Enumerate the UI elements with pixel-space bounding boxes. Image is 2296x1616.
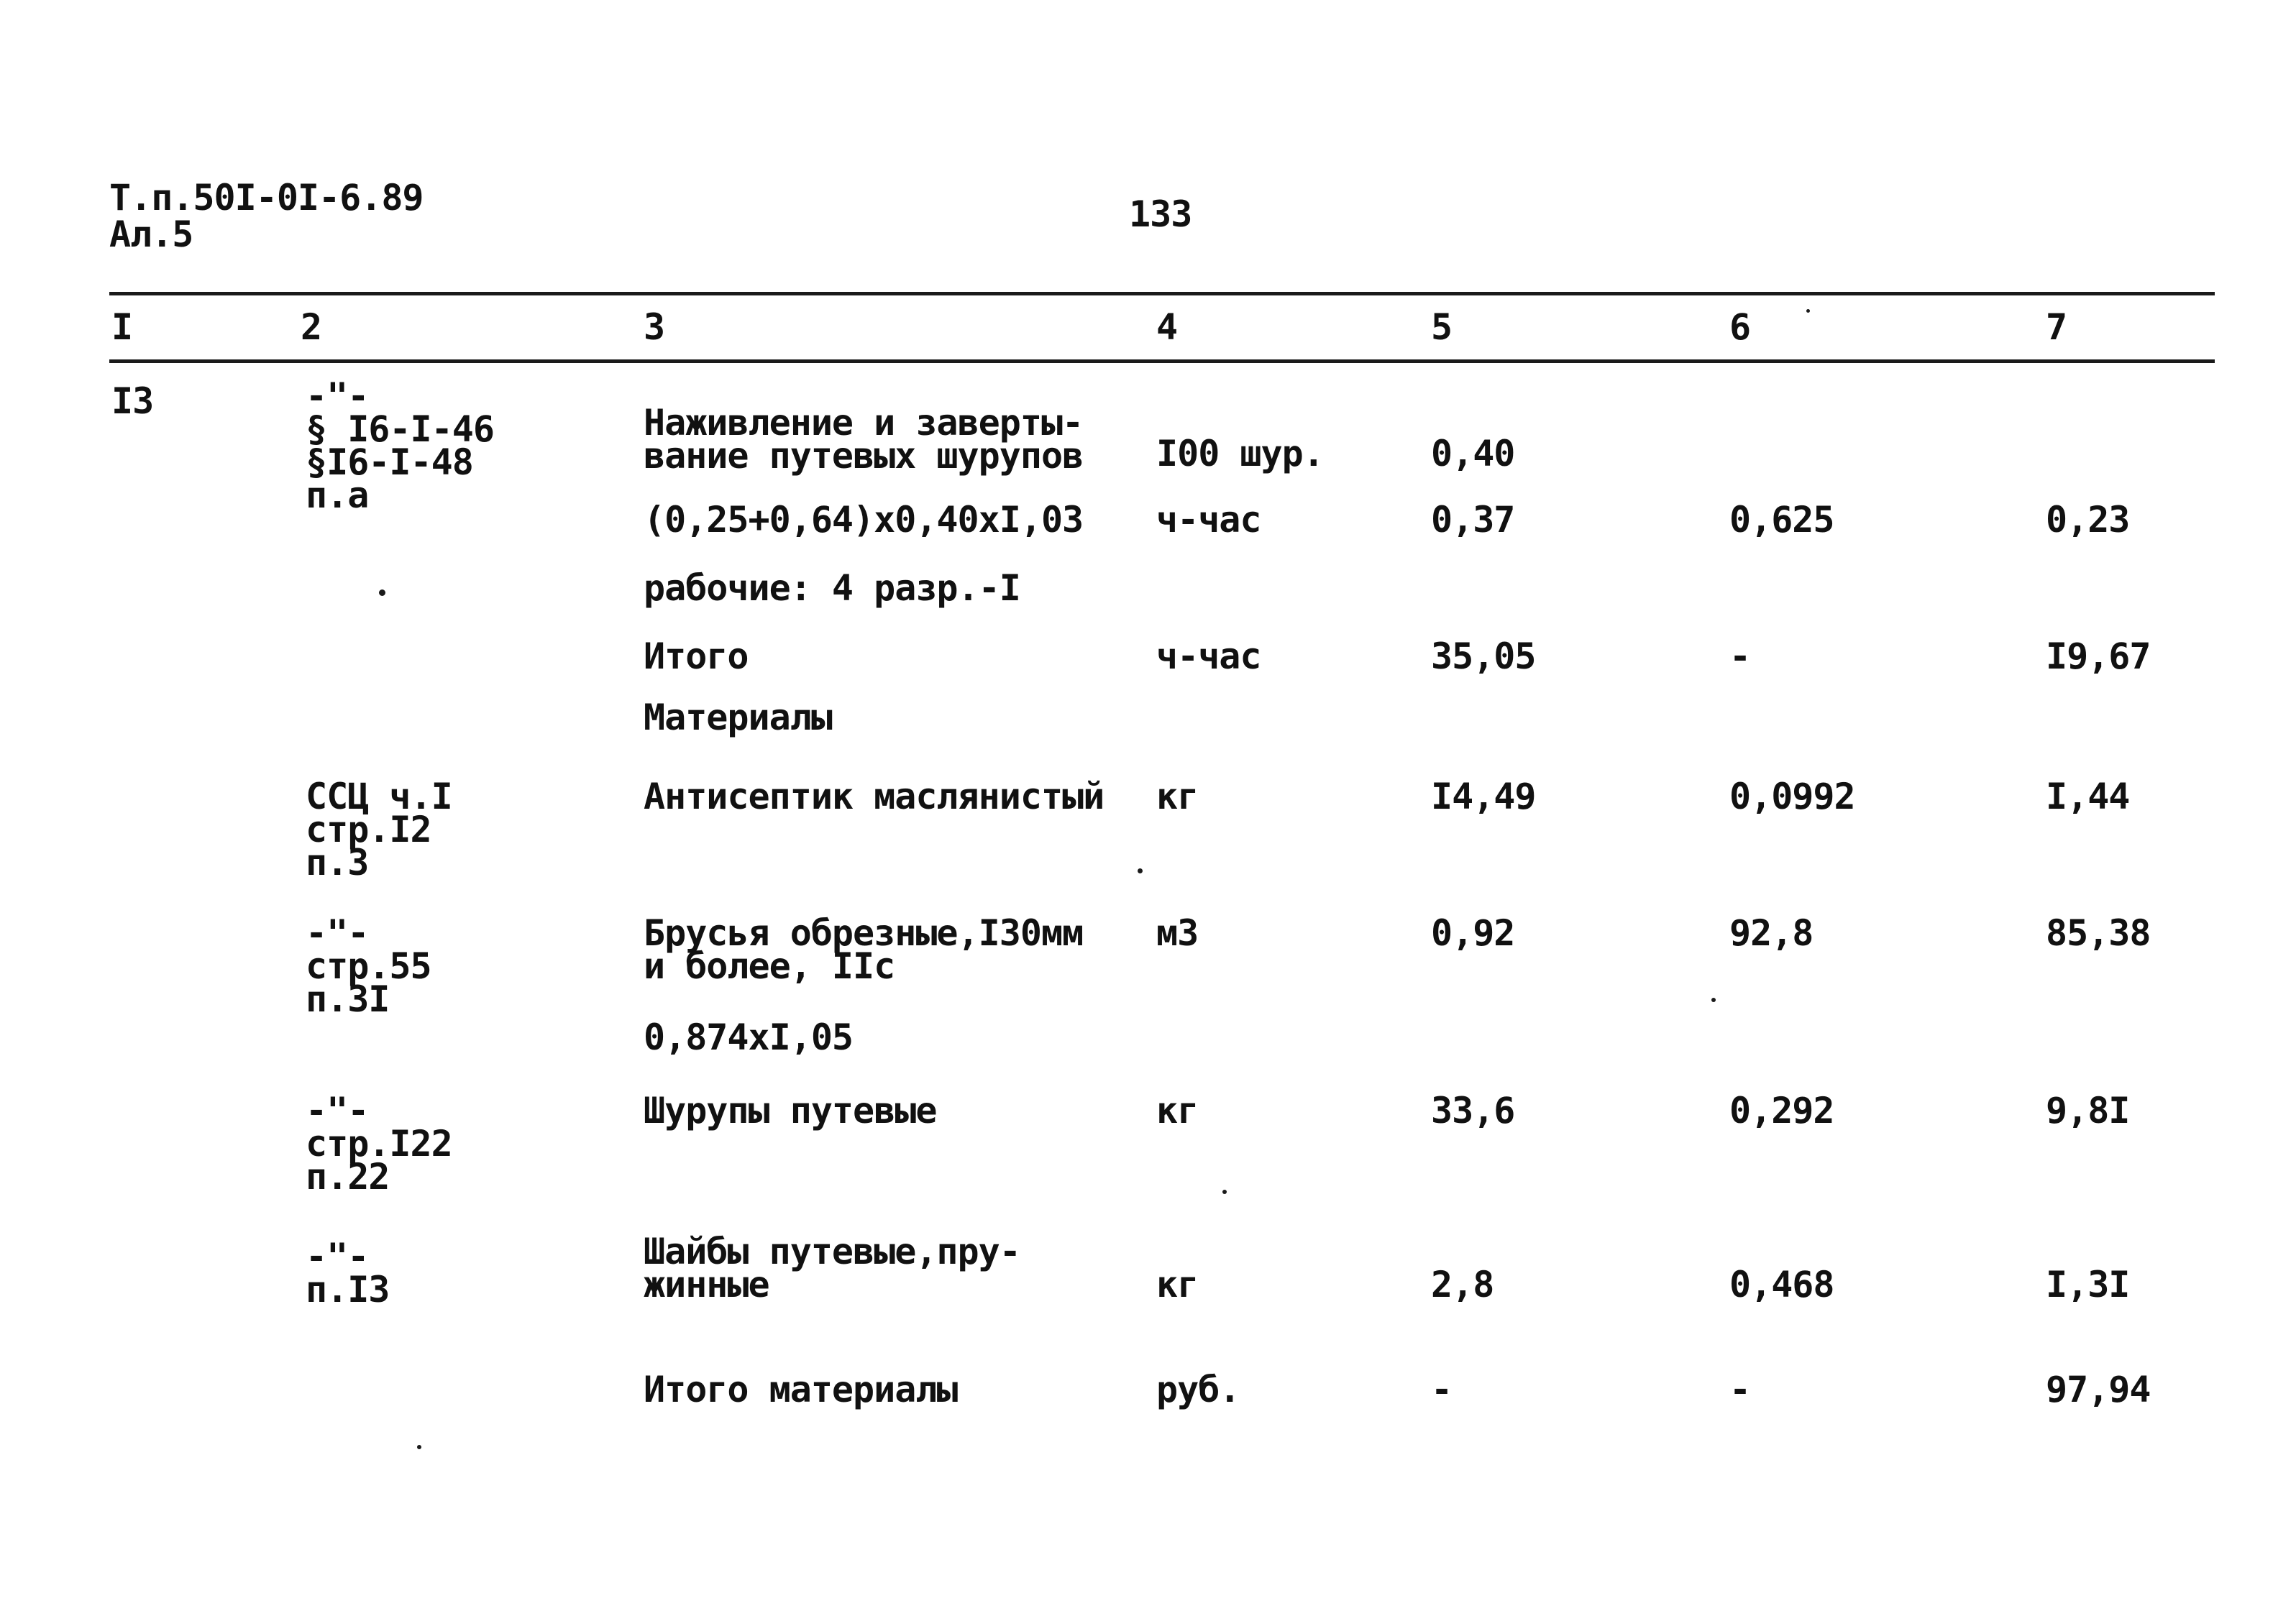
col-header-4: 4 [1156, 306, 1178, 348]
table-cell-unit: руб. [1156, 1369, 1240, 1410]
table-cell-price: - [1729, 635, 1751, 677]
table-cell-source: -"- п.I3 [306, 1236, 390, 1310]
table-cell-quantity: 2,8 [1431, 1264, 1494, 1305]
table-cell-price: 0,468 [1729, 1264, 1834, 1305]
scan-speck [1806, 309, 1810, 313]
scan-speck [379, 589, 385, 596]
table-cell-quantity: 0,40 [1431, 433, 1515, 474]
table-cell-price: 0,625 [1729, 499, 1834, 541]
col-header-3: 3 [644, 306, 665, 348]
table-cell-quantity: - [1431, 1369, 1453, 1410]
table-cell-description: Итого [644, 635, 749, 677]
table-cell-description: Антисептик маслянистый [644, 776, 1104, 817]
table-cell-unit: м3 [1156, 912, 1199, 954]
table-cell-total: I,3I [2046, 1264, 2130, 1305]
table-cell-total: 97,94 [2046, 1369, 2151, 1410]
table-cell-description: 0,874xI,05 [644, 1016, 854, 1058]
table-cell-description: рабочие: 4 разр.-I [644, 567, 1020, 609]
table-cell-description: (0,25+0,64)x0,40xI,03 [644, 499, 1084, 541]
col-header-7: 7 [2046, 306, 2067, 348]
table-cell-quantity: 33,6 [1431, 1090, 1515, 1131]
scan-speck [1222, 1190, 1227, 1194]
table-cell-quantity: 0,37 [1431, 499, 1515, 541]
table-cell-unit: кг [1156, 1264, 1199, 1305]
table-cell-total: 85,38 [2046, 912, 2151, 954]
table-cell-quantity: I4,49 [1431, 776, 1536, 817]
scan-speck [1138, 868, 1143, 873]
table-cell-total: I9,67 [2046, 635, 2151, 677]
scan-speck [417, 1445, 421, 1449]
table-cell-unit: кг [1156, 776, 1199, 817]
section-heading-materials: Материалы [644, 697, 832, 738]
table-cell-price: 0,292 [1729, 1090, 1834, 1131]
table-cell-description: Шурупы путевые [644, 1090, 937, 1131]
table-cell-quantity: 0,92 [1431, 912, 1515, 954]
header-rule-top [109, 292, 2215, 295]
item-number: I3 [111, 380, 154, 422]
col-header-6: 6 [1729, 306, 1751, 348]
table-cell-source: ССЦ ч.I стр.I2 п.3 [306, 776, 452, 883]
table-cell-description: Итого материалы [644, 1369, 958, 1410]
table-cell-unit: ч-час [1156, 635, 1261, 677]
table-cell-total: I,44 [2046, 776, 2130, 817]
col-header-5: 5 [1431, 306, 1453, 348]
page-number: 133 [1129, 193, 1192, 235]
table-cell-price: 92,8 [1729, 912, 1814, 954]
col-header-1: I [111, 306, 133, 348]
table-cell-total: 9,8I [2046, 1090, 2130, 1131]
table-cell-price: - [1729, 1369, 1751, 1410]
col-header-2: 2 [301, 306, 322, 348]
table-cell-description: Наживление и заверты- вание путевых шурупов [644, 402, 1084, 477]
table-cell-unit: I00 шур. [1156, 433, 1324, 474]
album-label: Ал.5 [109, 214, 193, 255]
table-cell-price: 0,0992 [1729, 776, 1855, 817]
scan-speck [1711, 998, 1716, 1002]
table-cell-unit: кг [1156, 1090, 1199, 1131]
table-cell-source: -"- стр.55 п.3I [306, 912, 431, 1020]
table-cell-source: -"- стр.I22 п.22 [306, 1090, 452, 1198]
table-cell-quantity: 35,05 [1431, 635, 1536, 677]
doc-code: Т.п.50I-0I-6.89 [109, 177, 424, 219]
table-cell-source: -"- § I6-I-46 §I6-I-48 п.а [306, 375, 494, 516]
table-cell-unit: ч-час [1156, 499, 1261, 541]
table-cell-description: Шайбы путевые,пру- жинные [644, 1231, 1020, 1305]
header-rule-bottom [109, 359, 2215, 363]
table-cell-description: Брусья обрезные,I30мм и более, IIс [644, 912, 1084, 987]
table-cell-total: 0,23 [2046, 499, 2130, 541]
